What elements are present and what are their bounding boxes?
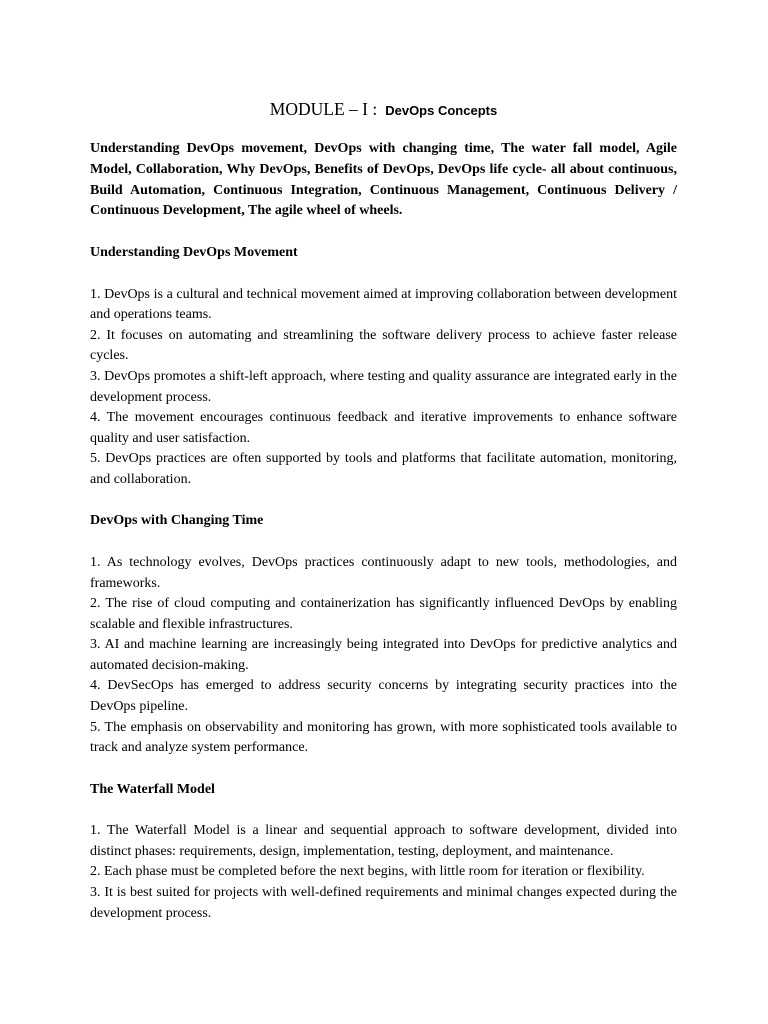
section-heading-devops-movement: Understanding DevOps Movement [90,244,298,260]
list-item: 2. Each phase must be completed before the next begins, with little room for iteration or flexibility. [90,864,645,880]
document-page [90,92,677,945]
list-item: 2. It focuses on automating and streamlining the software delivery process to achieve faster release cycles. [90,327,677,364]
module-title: MODULE – I : [269,99,378,119]
page-title [90,92,677,123]
section-list-waterfall-model [90,821,677,924]
module-subtitle: DevOps Concepts [385,103,498,118]
syllabus-intro: Understanding DevOps movement, DevOps with changing time, The water fall model, Agile Model, Collaboration, Why DevOps, Benefits of DevOps, DevOps life cycle- all about continuous, Build Automation, Continuous Integration, Continuous Management, Continuous Delivery / Continuous Development, The agile wheel of wheels. [90,141,677,219]
list-item: 5. The emphasis on observability and monitoring has grown, with more sophisticated tools available to track and analyze system performance. [90,719,677,756]
list-item: 3. It is best suited for projects with well-defined requirements and minimal changes expected during the development process. [90,885,677,921]
list-item: 1. As technology evolves, DevOps practices continuously adapt to new tools, methodologies, and frameworks. [90,554,677,591]
list-item: 1. DevOps is a cultural and technical movement aimed at improving collaboration between development and operations teams. [90,286,677,323]
list-item: 4. The movement encourages continuous feedback and iterative improvements to enhance software quality and user satisfaction. [90,410,677,446]
section-heading-waterfall-model: The Waterfall Model [90,781,215,797]
list-item: 1. The Waterfall Model is a linear and sequential approach to software development, divided into distinct phases: requirements, design, implementation, testing, deployment, and maintenance. [90,823,677,859]
section-list-devops-movement [90,285,677,491]
section-heading-changing-time: DevOps with Changing Time [90,513,264,529]
list-item: 3. DevOps promotes a shift-left approach, where testing and quality assurance are integrated early in the development process. [90,368,677,405]
list-item: 5. DevOps practices are often supported by tools and platforms that facilitate automation, monitoring, and collaboration. [90,451,677,487]
list-item: 2. The rise of cloud computing and containerization has significantly influenced DevOps by enabling scalable and flexible infrastructures. [90,596,677,632]
list-item: 4. DevSecOps has emerged to address security concerns by integrating security practices into the DevOps pipeline. [90,678,677,715]
section-list-changing-time [90,553,677,759]
list-item: 3. AI and machine learning are increasingly being integrated into DevOps for predictive analytics and automated decision-making. [90,637,677,673]
